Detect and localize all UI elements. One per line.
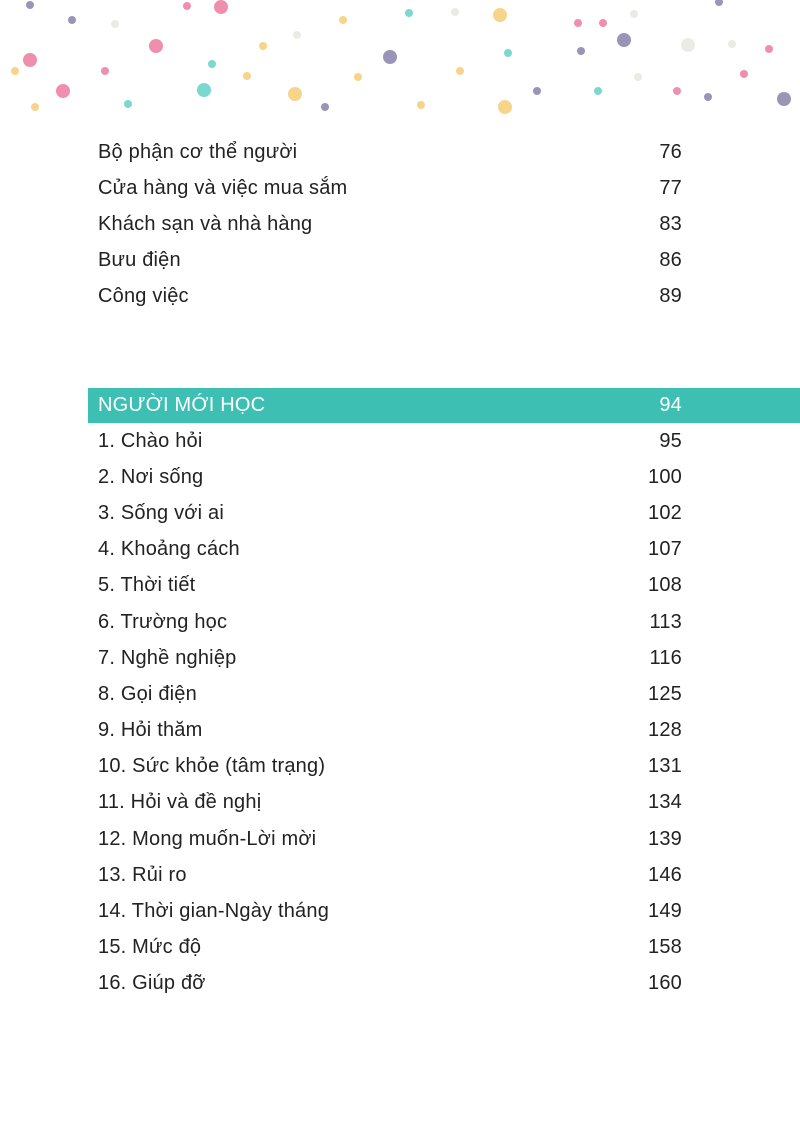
toc-entry-page: 158: [648, 935, 682, 958]
toc-entry-page: 131: [648, 754, 682, 777]
toc-entry: [98, 712, 682, 748]
toc-entry-title: 10. Sức khỏe (tâm trạng): [98, 754, 326, 777]
toc-entry: [98, 134, 682, 170]
toc-entry: [98, 206, 682, 242]
toc-entry: [98, 459, 682, 495]
toc-entry-title: 9. Hỏi thăm: [98, 718, 203, 741]
section-page: 94: [659, 394, 682, 416]
toc-entry-title: Công việc: [98, 284, 189, 307]
section-header: [98, 388, 682, 423]
toc-entry: [98, 784, 682, 820]
decorative-dots-header: [0, 0, 800, 120]
toc-entry-title: 6. Trường học: [98, 610, 228, 633]
toc-entry-title: Khách sạn và nhà hàng: [98, 212, 313, 235]
toc-entry: [98, 531, 682, 567]
toc-entry: [98, 965, 682, 1001]
toc-entry-page: 149: [648, 899, 682, 922]
toc-entry: [98, 821, 682, 857]
toc-entry-page: 83: [659, 212, 682, 235]
toc-entry-title: Bộ phận cơ thể người: [98, 140, 298, 163]
toc-entry: [98, 604, 682, 640]
toc-entry-title: Cửa hàng và việc mua sắm: [98, 176, 348, 199]
toc-entry: [98, 640, 682, 676]
toc-entry-page: 95: [659, 429, 682, 452]
toc-entry-title: 7. Nghề nghiệp: [98, 646, 237, 669]
toc-entry: [98, 857, 682, 893]
toc-entry-title: 5. Thời tiết: [98, 573, 196, 596]
toc-entry-page: 128: [648, 718, 682, 741]
toc-entry-title: 1. Chào hỏi: [98, 429, 203, 452]
toc-entry-title: 4. Khoảng cách: [98, 537, 240, 560]
toc-entry-page: 86: [659, 248, 682, 271]
toc-entry: [98, 676, 682, 712]
toc-entry: [98, 929, 682, 965]
toc-entry-page: 76: [659, 140, 682, 163]
toc-entry-title: 16. Giúp đỡ: [98, 971, 206, 994]
toc-entry-title: 12. Mong muốn-Lời mời: [98, 827, 317, 850]
toc-entry-page: 125: [648, 682, 682, 705]
toc-entry-title: 2. Nơi sống: [98, 465, 204, 488]
toc-entry: [98, 748, 682, 784]
toc-entry-page: 113: [649, 610, 682, 633]
toc-entry-title: 11. Hỏi và đề nghị: [98, 790, 262, 813]
toc-entry: [98, 423, 682, 459]
toc-entry-page: 108: [648, 573, 682, 596]
toc-entry-page: 102: [648, 501, 682, 524]
toc-entry: [98, 278, 682, 314]
toc-entry-page: 116: [649, 646, 682, 669]
toc-entry-page: 134: [648, 790, 682, 813]
toc-entry-page: 107: [648, 537, 682, 560]
toc-entry-page: 160: [648, 971, 682, 994]
toc-entry-title: 14. Thời gian-Ngày tháng: [98, 899, 330, 922]
toc-entry-page: 146: [648, 863, 682, 886]
toc-entry-title: 13. Rủi ro: [98, 863, 187, 886]
toc-entry-title: 15. Mức độ: [98, 935, 202, 958]
toc-entry-page: 139: [648, 827, 682, 850]
toc-entry-page: 89: [659, 284, 682, 307]
toc-entry-title: Bưu điện: [98, 248, 181, 271]
toc-entry-page: 100: [648, 465, 682, 488]
toc-entry: [98, 893, 682, 929]
toc-entry-page: 77: [659, 176, 682, 199]
toc-entry: [98, 242, 682, 278]
toc-entry-title: 3. Sống với ai: [98, 501, 224, 524]
toc-entry: [98, 495, 682, 531]
toc-entry: [98, 567, 682, 603]
toc-entry: [98, 170, 682, 206]
toc-entry-title: 8. Gọi điện: [98, 682, 197, 705]
section-title: NGƯỜI MỚI HỌC: [98, 394, 266, 416]
